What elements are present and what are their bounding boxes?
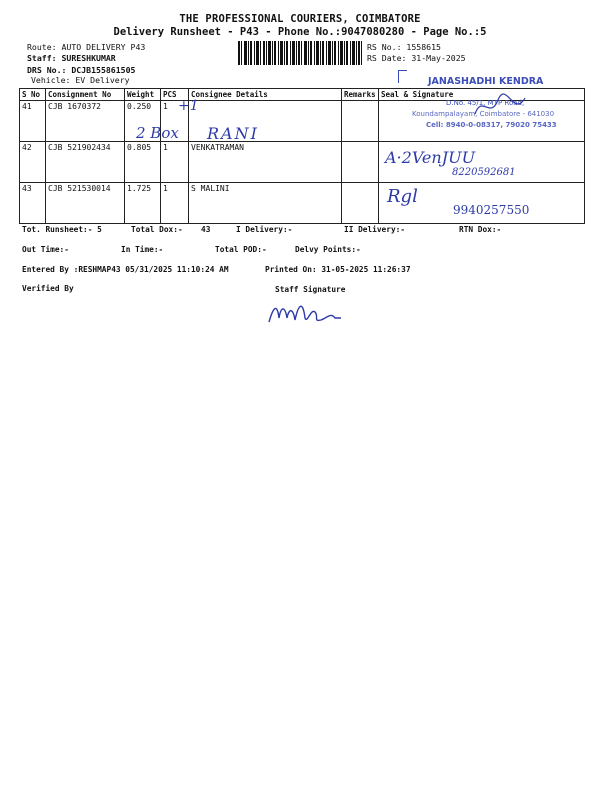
entered-by: Entered By :RESHMAP43 05/31/2025 11:10:24 AM — [22, 265, 229, 274]
cell-consignment: CJB 1670372 — [46, 101, 125, 142]
barcode — [238, 41, 362, 65]
col-header-pcs: PCS — [161, 89, 189, 101]
drs-number: DRS No.: DCJB155861505 — [27, 65, 136, 75]
col-header-consignment: Consignment No — [46, 89, 125, 101]
handwritten-receiver-signature: A·2VenJUU — [385, 148, 476, 167]
cell-weight: 1.725 — [125, 183, 161, 224]
rtn-dox: RTN Dox:- — [459, 225, 502, 234]
cell-sno: 41 — [20, 101, 46, 142]
cell-consignee: S MALINI — [189, 183, 342, 224]
company-title: THE PROFESSIONAL COURIERS, COIMBATORE — [179, 13, 421, 25]
stamp-name: JANASHADHI KENDRA — [428, 76, 544, 87]
stamp-address-line: Koundampalayam, Coimbatore - 641030 — [412, 110, 555, 118]
cell-pcs: 1 — [161, 183, 189, 224]
rs-date: RS Date: 31-May-2025 — [367, 53, 466, 63]
cell-weight: 0.805 — [125, 142, 161, 183]
cell-consignment: CJB 521902434 — [46, 142, 125, 183]
delivery-points: Delvy Points:- — [295, 245, 361, 254]
total-dox-label: Total Dox:- — [131, 225, 183, 234]
handwritten-consignee-name: RANI — [207, 124, 259, 143]
staff-signature — [265, 298, 345, 326]
stamp-address-line: D.No. 45/1, MTP Road, — [446, 99, 525, 107]
col-header-consignee: Consignee Details — [189, 89, 342, 101]
col-header-weight: Weight — [125, 89, 161, 101]
col-header-remarks: Remarks — [342, 89, 379, 101]
cell-pcs: 1 — [161, 101, 189, 142]
vehicle-label: Vehicle: EV Delivery — [31, 75, 130, 85]
handwritten-receiver-phone: 8220592681 — [452, 167, 516, 178]
total-dox-value: 43 — [201, 225, 211, 234]
cell-sno: 43 — [20, 183, 46, 224]
cell-pcs: 1 — [161, 142, 189, 183]
stamp-signature-scribble — [470, 92, 530, 122]
cell-sno: 42 — [20, 142, 46, 183]
handwritten-receiver-phone: 9940257550 — [453, 203, 530, 217]
cell-consignee: VENKATRAMAN — [189, 142, 342, 183]
in-time: In Time:- — [121, 245, 164, 254]
first-delivery: I Delivery:- — [236, 225, 293, 234]
cell-remarks — [342, 142, 379, 183]
rs-number: RS No.: 1558615 — [367, 42, 441, 52]
stamp-phone: Cell: 8940-0-08317, 79020 75433 — [426, 121, 557, 129]
col-header-seal: Seal & Signature — [379, 89, 585, 101]
second-delivery: II Delivery:- — [344, 225, 406, 234]
total-runsheet: Tot. Runsheet:- 5 — [22, 225, 102, 234]
out-time: Out Time:- — [22, 245, 69, 254]
staff-signature-label: Staff Signature — [275, 285, 346, 294]
col-header-sno: S No — [20, 89, 46, 101]
printed-on: Printed On: 31-05-2025 11:26:37 — [265, 265, 411, 274]
staff-label: Staff: SURESHKUMAR — [27, 53, 116, 63]
verified-by: Verified By — [22, 284, 74, 293]
handwritten-box-note: 2 Box — [136, 124, 179, 142]
total-pod: Total POD:- — [215, 245, 267, 254]
cell-consignment: CJB 521530014 — [46, 183, 125, 224]
cell-remarks — [342, 183, 379, 224]
handwritten-receiver-signature: Rgl — [387, 186, 418, 207]
handwritten-pcs-note: +1 — [178, 98, 199, 114]
runsheet-title: Delivery Runsheet - P43 - Phone No.:9047080280 - Page No.:5 — [113, 26, 487, 38]
cell-weight: 0.250 — [125, 101, 161, 142]
cell-remarks — [342, 101, 379, 142]
route-label: Route: AUTO DELIVERY P43 — [27, 42, 146, 52]
